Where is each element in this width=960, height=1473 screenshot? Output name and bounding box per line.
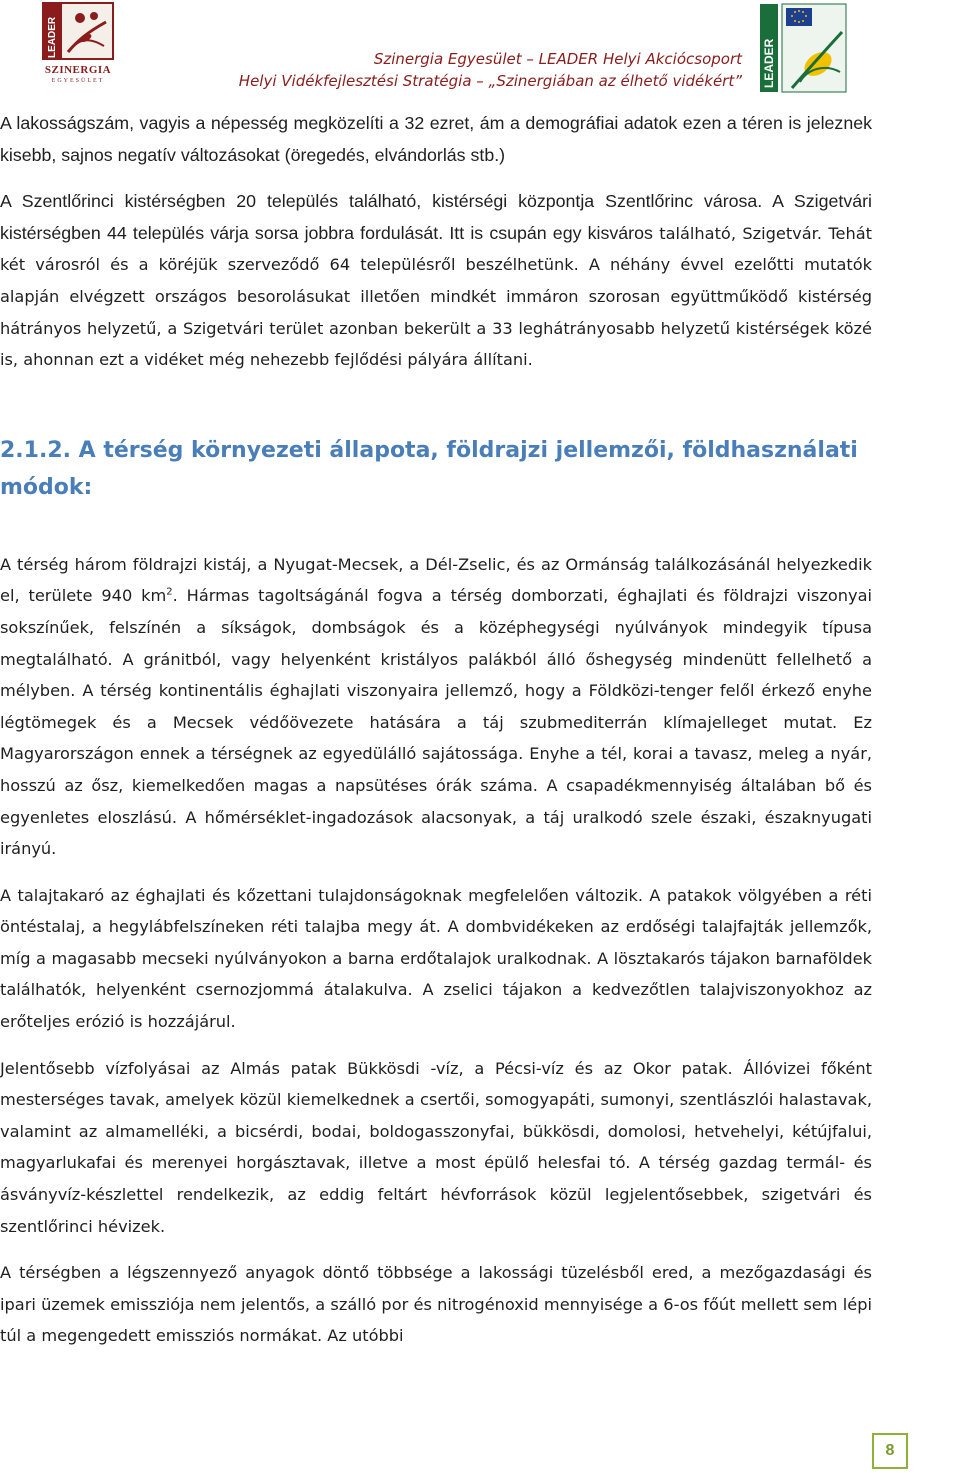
paragraph-air-quality: A térségben a légszennyező anyagok döntő többsége a lakossági tüzelésből ered, a mezőgazdasági és ipari üzemek emissziója nem jelentős, a szálló por és nitrogénoxid mennyisége a 6-os főút mellett sem lépi túl a megengedett emissziós normákat. Az utóbbi — [0, 1263, 872, 1346]
area-unit-superscript: 2 — [166, 586, 173, 598]
paragraph-subregions — [0, 186, 872, 376]
leader-emblem-icon — [42, 2, 114, 60]
main-content — [0, 108, 872, 1367]
paragraph-subregions-lead: A Szentlőrinci kistérségben 20 település található, kistérségi központja Szentlőrinc városa. A Szigetvári kistérségben 44 település várja sorsa jobbra fordulását. Itt is csupán egy kisváros — [0, 191, 872, 243]
right-logo-brand: LEADER — [762, 38, 776, 88]
eu-leader-emblem-icon — [756, 2, 850, 94]
header-line-2: Helyi Vidékfejlesztési Stratégia – „Szinergiában az élhető vidékért” — [238, 72, 742, 90]
paragraph-population: A lakosságszám, vagyis a népesség megközelíti a 32 ezret, ám a demográfiai adatok ezen a téren is jeleznek kisebb, sajnos negatív változásokat (öregedés, elvándorlás stb.) — [0, 113, 872, 165]
paragraph-geography-text: A térség három földrajzi kistáj, a Nyugat-Mecsek, a Dél-Zselic, és az Ormánság találkozásánál helyezkedik el, területe 940 km — [0, 554, 872, 606]
paragraph-geography-cont: . Hármas tagoltságánál fogva a térség domborzati, éghajlati és földrajzi viszonyai sokszínűek, felszínén a síkságok, dombságok és a középhegységi nyúlványok mindegyik típusa megtalálható. A gránitból, vagy helyenként kristályos palákból álló őshegység mindenütt fellelhető a mélyben. A térség kontinentális éghajlati viszonyaira jellemző, hogy a Földközi-tenger felől érkező enyhe légtömegek és a Mecsek védőövezete hatására a táj szubmediterrán klímajelleget mutat. Ez Magyarországon ennek a térségnek az egyedülálló sajátossága. Enyhe a tél, korai a tavasz, meleg a nyár, hosszú az ősz, kiemelkedően magas a napsütéses órák száma. A csapadékmennyiség általában bő és egyenletes eloszlású. A hőmérséklet-ingadozások alacsonyak, a táj uralkodó szele északi, északnyugati irányú. — [0, 586, 872, 859]
page-header — [0, 0, 960, 100]
leader-box — [42, 2, 114, 60]
left-logo-brand: LEADER — [47, 16, 58, 58]
paragraph-soil: A talajtakaró az éghajlati és kőzettani tulajdonságoknak megfelelően változik. A patakok völgyében a réti öntéstalaj, a hegylábfelszíneken réti talajba megy át. A dombvidékeken az erdőségi talajfajták jellemzők, míg a magasabb mecseki nyúlványokon a barna erdőtalajok uralkodnak. A lösztakarós tájakon barnaföldek találhatók, helyenként csernozjommá átalakulva. A zselici tájakon a kedvezőtlen talajviszonyokhoz az erőteljes erózió is hozzájárul. — [0, 885, 872, 1032]
page-number: 8 — [872, 1433, 908, 1469]
org-subtitle: EGYESÜLET — [51, 78, 105, 84]
section-heading: 2.1.2. A térség környezeti állapota, földrajzi jellemzői, földhasználati módok: — [0, 437, 858, 500]
eu-leader-logo — [756, 2, 850, 94]
paragraph-geography — [0, 549, 872, 865]
paragraph-waters: Jelentősebb vízfolyásai az Almás patak Bükkösdi -víz, a Pécsi-víz és az Okor patak. Állóvizei főként mesterséges tavak, amelyek közül kiemelkednek a csertői, somogyapáti, sumonyi, szentlászlói halastavak, valamint az almamelléki, a bicsérdi, bodai, boldogasszonyfai, bükkösdi, domolosi, hetvehelyi, kétújfalui, magyarlukafai és merenyei horgásztavak, illetve a most épülő helesfai tó. A térség gazdag termál- és ásványvíz-készlettel rendelkezik, az eddig feltárt hévforrások közül legjelentősebbek, szigetvári és szentlőrinci hévizek. — [0, 1058, 872, 1236]
header-line-1: Szinergia Egyesület – LEADER Helyi Akciócsoport — [373, 50, 742, 68]
paragraph-subregions-rest: található, Szigetvár. Tehát két városról és a köréjük szerveződő 64 településről beszélhetünk. A néhány évvel ezelőtti mutatók alapján elvégzett országos besorolásukat illetően mindkét immáron szorosan együttműködő kistérség hátrányos helyzetű, a Szigetvári terület azonban bekerült a 33 leghátrányosabb helyzetű kistérségek közé is, ahonnan ezt a vidéket még nehezebb fejlődési pályára állítani. — [0, 223, 872, 370]
header-title — [239, 48, 742, 92]
szinergia-logo — [42, 2, 114, 94]
org-name: SZINERGIA — [44, 64, 112, 76]
